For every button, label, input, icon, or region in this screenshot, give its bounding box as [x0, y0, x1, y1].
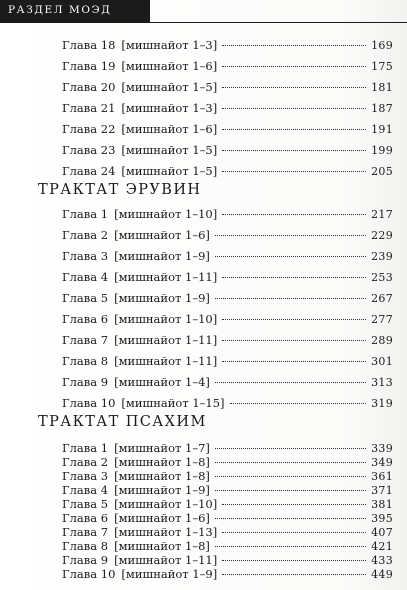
chapter-label: Глава 10 [62, 396, 116, 410]
toc-entry [62, 59, 393, 77]
mishnayot-range: [мишнайот 1–10] [114, 312, 218, 326]
page-number: 191 [371, 123, 393, 136]
dot-leader [222, 150, 366, 151]
page-number: 371 [371, 484, 393, 497]
dot-leader [222, 214, 366, 215]
chapter-label: Глава 6 [62, 312, 109, 326]
dot-leader [230, 403, 367, 404]
page-number: 187 [371, 102, 393, 115]
chapter-label: Глава 24 [62, 164, 116, 178]
page-number: 289 [371, 334, 393, 347]
toc-entry [62, 101, 393, 119]
toc-entry [62, 567, 393, 585]
chapter-label: Глава 8 [62, 354, 109, 368]
mishnayot-range: [мишнайот 1–4] [114, 375, 210, 389]
page-number: 319 [371, 397, 393, 410]
mishnayot-range: [мишнайот 1–6] [114, 228, 210, 242]
section-title-psachim: ТРАКТАТ ПСАХИМ [38, 414, 207, 430]
toc-entry [62, 164, 393, 182]
page-number: 339 [371, 442, 393, 455]
chapter-label: Глава 3 [62, 249, 109, 263]
chapter-label: Глава 9 [62, 375, 109, 389]
toc-entry [62, 270, 393, 288]
running-header-bar [0, 0, 150, 22]
page-number: 205 [371, 165, 393, 178]
page-number: 253 [371, 271, 393, 284]
chapter-label: Глава 5 [62, 291, 109, 305]
chapter-label: Глава 21 [62, 101, 116, 115]
toc-entry [62, 333, 393, 351]
chapter-label: Глава 19 [62, 59, 116, 73]
chapter-label: Глава 2 [62, 228, 109, 242]
page-number: 313 [371, 376, 393, 389]
mishnayot-range: [мишнайот 1–11] [114, 354, 218, 368]
mishnayot-range: [мишнайот 1–11] [114, 553, 218, 567]
chapter-label: Глава 2 [62, 455, 109, 469]
page-number: 433 [371, 554, 393, 567]
mishnayot-range: [мишнайот 1–9] [114, 249, 210, 263]
page-number: 449 [371, 568, 393, 581]
toc-entry [62, 396, 393, 414]
mishnayot-range: [мишнайот 1–5] [121, 143, 218, 157]
mishnayot-range: [мишнайот 1–9] [114, 483, 210, 497]
mishnayot-range: [мишнайот 1–9] [121, 567, 218, 581]
chapter-label: Глава 3 [62, 469, 109, 483]
chapter-label: Глава 1 [62, 207, 109, 221]
chapter-label: Глава 6 [62, 511, 109, 525]
mishnayot-range: [мишнайот 1–11] [114, 333, 218, 347]
mishnayot-range: [мишнайот 1–13] [114, 525, 218, 539]
chapter-label: Глава 23 [62, 143, 116, 157]
mishnayot-range: [мишнайот 1–10] [114, 207, 218, 221]
chapter-label: Глава 4 [62, 483, 109, 497]
dot-leader [222, 108, 366, 109]
running-header-title: РАЗДЕЛ МОЭД [8, 4, 112, 16]
page-number: 175 [371, 60, 393, 73]
dot-leader [215, 448, 366, 449]
dot-leader [222, 87, 366, 88]
mishnayot-range: [мишнайот 1–5] [121, 80, 218, 94]
mishnayot-range: [мишнайот 1–10] [114, 497, 218, 511]
toc-entry [62, 375, 393, 393]
mishnayot-range: [мишнайот 1–6] [121, 59, 218, 73]
page-number: 277 [371, 313, 393, 326]
chapter-label: Глава 18 [62, 38, 116, 52]
mishnayot-range: [мишнайот 1–15] [121, 396, 225, 410]
dot-leader [222, 45, 366, 46]
chapter-label: Глава 1 [62, 441, 109, 455]
dot-leader [222, 319, 366, 320]
mishnayot-range: [мишнайот 1–8] [114, 469, 210, 483]
dot-leader [215, 256, 366, 257]
mishnayot-range: [мишнайот 1–6] [114, 511, 210, 525]
mishnayot-range: [мишнайот 1–3] [121, 101, 218, 115]
page-number: 395 [371, 512, 393, 525]
toc-entry [62, 249, 393, 267]
chapter-label: Глава 20 [62, 80, 116, 94]
page-number: 349 [371, 456, 393, 469]
dot-leader [222, 574, 366, 575]
page-number: 407 [371, 526, 393, 539]
dot-leader [222, 340, 366, 341]
mishnayot-range: [мишнайот 1–8] [114, 455, 210, 469]
page-number: 267 [371, 292, 393, 305]
toc-entry [62, 207, 393, 225]
section-title-eruvin: ТРАКТАТ ЭРУВИН [38, 182, 202, 198]
toc-entry [62, 291, 393, 309]
toc-entry [62, 80, 393, 98]
mishnayot-range: [мишнайот 1–5] [121, 164, 218, 178]
chapter-label: Глава 5 [62, 497, 109, 511]
dot-leader [222, 129, 366, 130]
toc-entry [62, 38, 393, 56]
mishnayot-range: [мишнайот 1–8] [114, 539, 210, 553]
page-number: 381 [371, 498, 393, 511]
dot-leader [215, 476, 366, 477]
dot-leader [215, 518, 366, 519]
chapter-label: Глава 7 [62, 525, 109, 539]
page-number: 169 [371, 39, 393, 52]
mishnayot-range: [мишнайот 1–6] [121, 122, 218, 136]
dot-leader [215, 235, 366, 236]
toc-entry [62, 143, 393, 161]
dot-leader [215, 462, 366, 463]
page-number: 301 [371, 355, 393, 368]
toc-entry [62, 122, 393, 140]
dot-leader [215, 490, 366, 491]
toc-entry [62, 312, 393, 330]
page-number: 229 [371, 229, 393, 242]
page-number: 421 [371, 540, 393, 553]
dot-leader [215, 546, 366, 547]
dot-leader [222, 171, 366, 172]
page-number: 217 [371, 208, 393, 221]
toc-entry [62, 228, 393, 246]
chapter-label: Глава 8 [62, 539, 109, 553]
mishnayot-range: [мишнайот 1–3] [121, 38, 218, 52]
dot-leader [222, 277, 366, 278]
dot-leader [215, 382, 366, 383]
dot-leader [222, 560, 366, 561]
chapter-label: Глава 7 [62, 333, 109, 347]
dot-leader [222, 66, 366, 67]
page-number: 181 [371, 81, 393, 94]
dot-leader [222, 532, 366, 533]
header-rule [0, 22, 407, 23]
chapter-label: Глава 9 [62, 553, 109, 567]
dot-leader [215, 298, 366, 299]
chapter-label: Глава 10 [62, 567, 116, 581]
mishnayot-range: [мишнайот 1–9] [114, 291, 210, 305]
mishnayot-range: [мишнайот 1–7] [114, 441, 210, 455]
page-number: 199 [371, 144, 393, 157]
mishnayot-range: [мишнайот 1–11] [114, 270, 218, 284]
page-number: 239 [371, 250, 393, 263]
page-number: 361 [371, 470, 393, 483]
dot-leader [222, 361, 366, 362]
chapter-label: Глава 22 [62, 122, 116, 136]
dot-leader [222, 504, 366, 505]
toc-entry [62, 354, 393, 372]
chapter-label: Глава 4 [62, 270, 109, 284]
